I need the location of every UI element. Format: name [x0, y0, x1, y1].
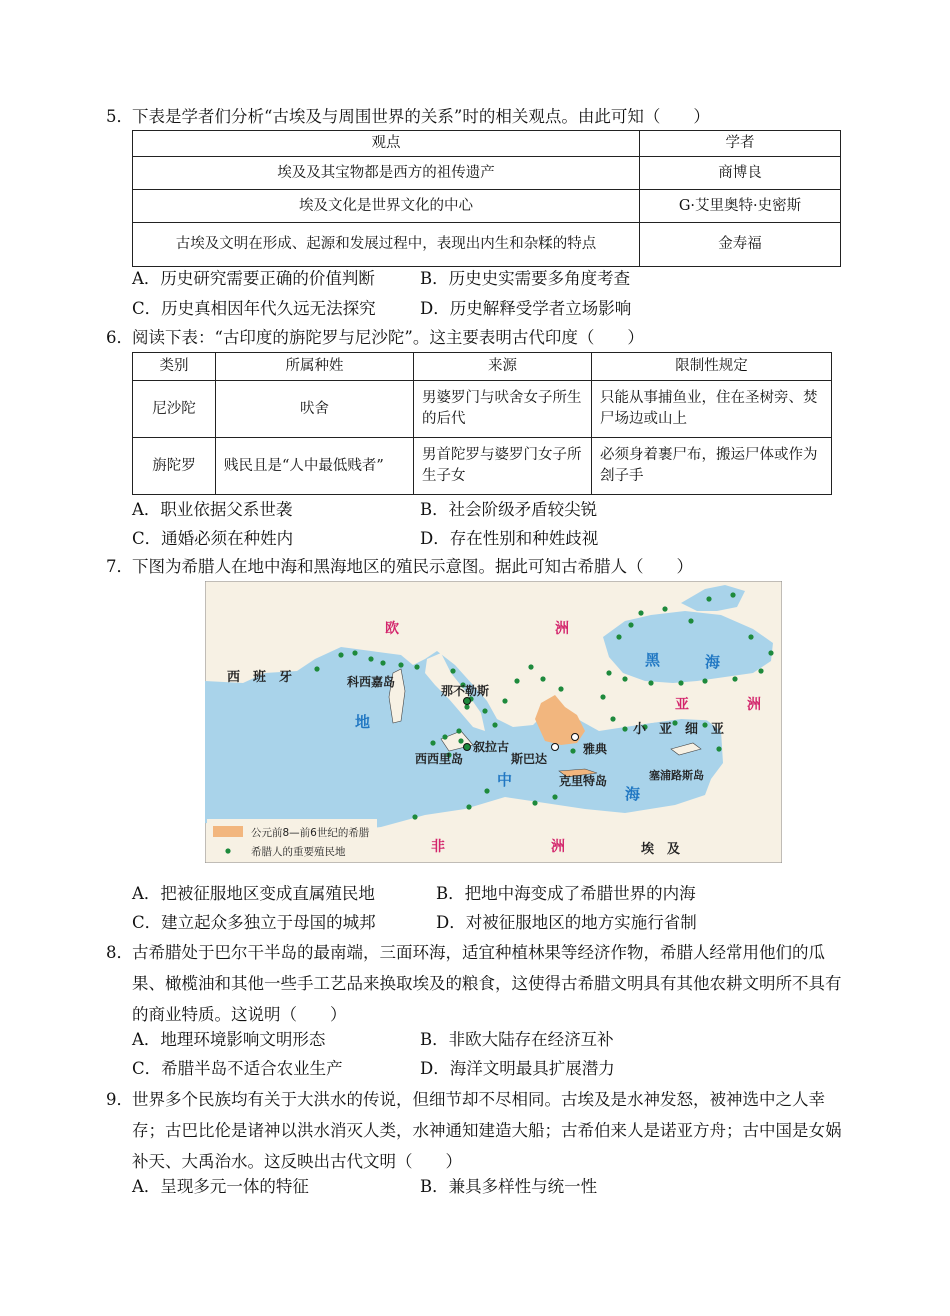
label-naples: 那不勒斯	[441, 684, 490, 698]
label-black-1: 黑	[645, 651, 661, 669]
question-number: 7．	[106, 557, 133, 576]
q6-cell: 只能从事捕鱼业，住在圣树旁、焚尸场边或山上	[592, 381, 832, 438]
q5-header-scholar: 学者	[640, 131, 841, 157]
q6-header-category: 类别	[133, 353, 216, 381]
label-syracuse: 叙拉古	[473, 740, 510, 754]
q5-option-d[interactable]: D．历史解释受学者立场影响	[420, 299, 632, 318]
q8-options-row-1	[132, 1025, 614, 1055]
legend-colony-label: 希腊人的重要殖民地	[251, 846, 346, 858]
question-text: 下表是学者们分析“古埃及与周围世界的关系”时的相关观点。由此可知（ ）	[132, 107, 710, 126]
label-crete: 克里特岛	[559, 774, 608, 788]
label-med-3: 海	[625, 785, 641, 803]
q9-option-b[interactable]: B．兼具多样性与统一性	[420, 1177, 598, 1196]
q8-option-d[interactable]: D．海洋文明最具扩展潜力	[420, 1059, 615, 1078]
question-number: 5．	[106, 107, 133, 126]
question-8-stem: 古希腊处于巴尔干半岛的最南端，三面环海，适宜种植林果等经济作物，希腊人经常用他们的瓜果、橄榄油和其他一些手工艺品来换取埃及的粮食，这使得古希腊文明具有其他农耕文明所不具有的商业特质。这说明（ ）	[132, 943, 842, 1024]
question-text: 阅读下表：“古印度的旃陀罗与尼沙陀”。这主要表明古代印度（ ）	[132, 328, 644, 347]
naples-marker	[464, 698, 471, 705]
label-africa-1: 非	[431, 839, 445, 855]
q7-option-b[interactable]: B．把地中海变成了希腊世界的内海	[436, 884, 696, 903]
q5-option-a[interactable]: A．历史研究需要正确的价值判断	[132, 269, 375, 288]
q5-option-b[interactable]: B．历史史实需要多角度考查	[420, 269, 631, 288]
q8-option-b[interactable]: B．非欧大陆存在经济互补	[420, 1030, 614, 1049]
q7-options-row-2	[132, 908, 697, 938]
q6-cell: 旃陀罗	[133, 438, 216, 495]
sparta-marker	[552, 744, 559, 751]
label-asia-1: 亚	[675, 697, 689, 713]
map-svg	[205, 581, 782, 863]
label-black-2: 海	[705, 653, 721, 671]
q5-cell: G·艾里奥特·史密斯	[640, 190, 841, 223]
label-spain: 西 班 牙	[227, 670, 293, 685]
q5-table	[132, 130, 841, 267]
question-6-stem	[106, 323, 856, 353]
q6-header-origin: 来源	[414, 353, 592, 381]
label-sparta: 斯巴达	[511, 752, 548, 766]
q5-cell: 埃及文化是世界文化的中心	[133, 190, 640, 223]
label-europe-2: 洲	[555, 621, 569, 637]
athens-marker	[572, 734, 579, 741]
q5-cell: 埃及及其宝物都是西方的祖传遗产	[133, 157, 640, 190]
q6-option-d[interactable]: D．存在性别和种姓歧视	[420, 529, 599, 548]
q8-option-c[interactable]: C．希腊半岛不适合农业生产	[132, 1059, 343, 1078]
label-africa-2: 洲	[551, 839, 565, 855]
label-med-2: 中	[497, 771, 513, 789]
q6-cell: 尼沙陀	[133, 381, 216, 438]
legend-greece-label: 公元前8—前6世纪的希腊	[251, 827, 370, 839]
q9-option-a[interactable]: A．呈现多元一体的特征	[132, 1177, 309, 1196]
label-cyprus: 塞浦路斯岛	[649, 769, 704, 782]
question-5-stem	[106, 102, 856, 132]
q6-table	[132, 352, 832, 495]
q6-option-a[interactable]: A．职业依据父系世袭	[132, 500, 293, 519]
label-sicily: 西西里岛	[415, 752, 464, 766]
q8-option-a[interactable]: A．地理环境影响文明形态	[132, 1030, 326, 1049]
legend-colony-swatch	[225, 848, 230, 853]
q6-cell: 贱民且是“人中最低贱者”	[216, 438, 414, 495]
syracuse-marker	[464, 744, 471, 751]
label-egypt: 埃 及	[641, 842, 681, 857]
q5-cell: 金寿福	[640, 223, 841, 267]
q5-cell: 商博良	[640, 157, 841, 190]
q9-options-row-1	[132, 1172, 597, 1202]
q5-options-row-2	[132, 294, 631, 324]
legend-greece-swatch	[213, 826, 243, 837]
question-text: 下图为希腊人在地中海和黑海地区的殖民示意图。据此可知古希腊人（ ）	[132, 557, 693, 576]
q6-options-row-1	[132, 495, 597, 525]
label-med-1: 地	[355, 713, 371, 731]
question-number-8: 8．	[106, 943, 133, 962]
label-europe-1: 欧	[385, 621, 399, 637]
q7-option-c[interactable]: C．建立起众多独立于母国的城邦	[132, 913, 376, 932]
colonization-map	[205, 581, 782, 863]
q5-cell: 古埃及文明在形成、起源和发展过程中，表现出内生和杂糅的特点	[133, 223, 640, 267]
question-number: 6．	[106, 328, 133, 347]
q5-option-c[interactable]: C．历史真相因年代久远无法探究	[132, 299, 376, 318]
question-9-stem: 世界多个民族均有关于大洪水的传说，但细节却不尽相同。古埃及是水神发怒，被神选中之人幸存；古巴比伦是诸神以洪水消灭人类，水神通知建造大船；古希伯来人是诺亚方舟；古中国是女娲补天、大禹治水。这反映出古代文明（ ）	[132, 1090, 842, 1171]
q5-options-row-1	[132, 264, 630, 294]
q6-header-rules: 限制性规定	[592, 353, 832, 381]
q6-cell: 男首陀罗与婆罗门女子所生子女	[414, 438, 592, 495]
question-number-9: 9．	[106, 1090, 133, 1109]
q5-header-view: 观点	[133, 131, 640, 157]
q7-options-row-1	[132, 879, 696, 909]
q6-option-b[interactable]: B．社会阶级矛盾较尖锐	[420, 500, 598, 519]
q6-option-c[interactable]: C．通婚必须在种姓内	[132, 529, 294, 548]
label-athens: 雅典	[583, 742, 608, 756]
q6-cell: 必须身着裹尸布，搬运尸体或作为刽子手	[592, 438, 832, 495]
q6-options-row-2	[132, 524, 598, 554]
label-asia-minor: 小 亚 细 亚	[633, 722, 725, 737]
q6-cell: 男婆罗门与吠舍女子所生的后代	[414, 381, 592, 438]
label-asia-2: 洲	[747, 697, 761, 713]
label-corsica: 科西嘉岛	[347, 675, 396, 689]
q7-option-a[interactable]: A．把被征服地区变成直属殖民地	[132, 884, 375, 903]
q6-cell: 吠舍	[216, 381, 414, 438]
q8-options-row-2	[132, 1054, 615, 1084]
q7-option-d[interactable]: D．对被征服地区的地方实施行省制	[436, 913, 697, 932]
q6-header-caste: 所属种姓	[216, 353, 414, 381]
question-7-stem	[106, 552, 856, 582]
